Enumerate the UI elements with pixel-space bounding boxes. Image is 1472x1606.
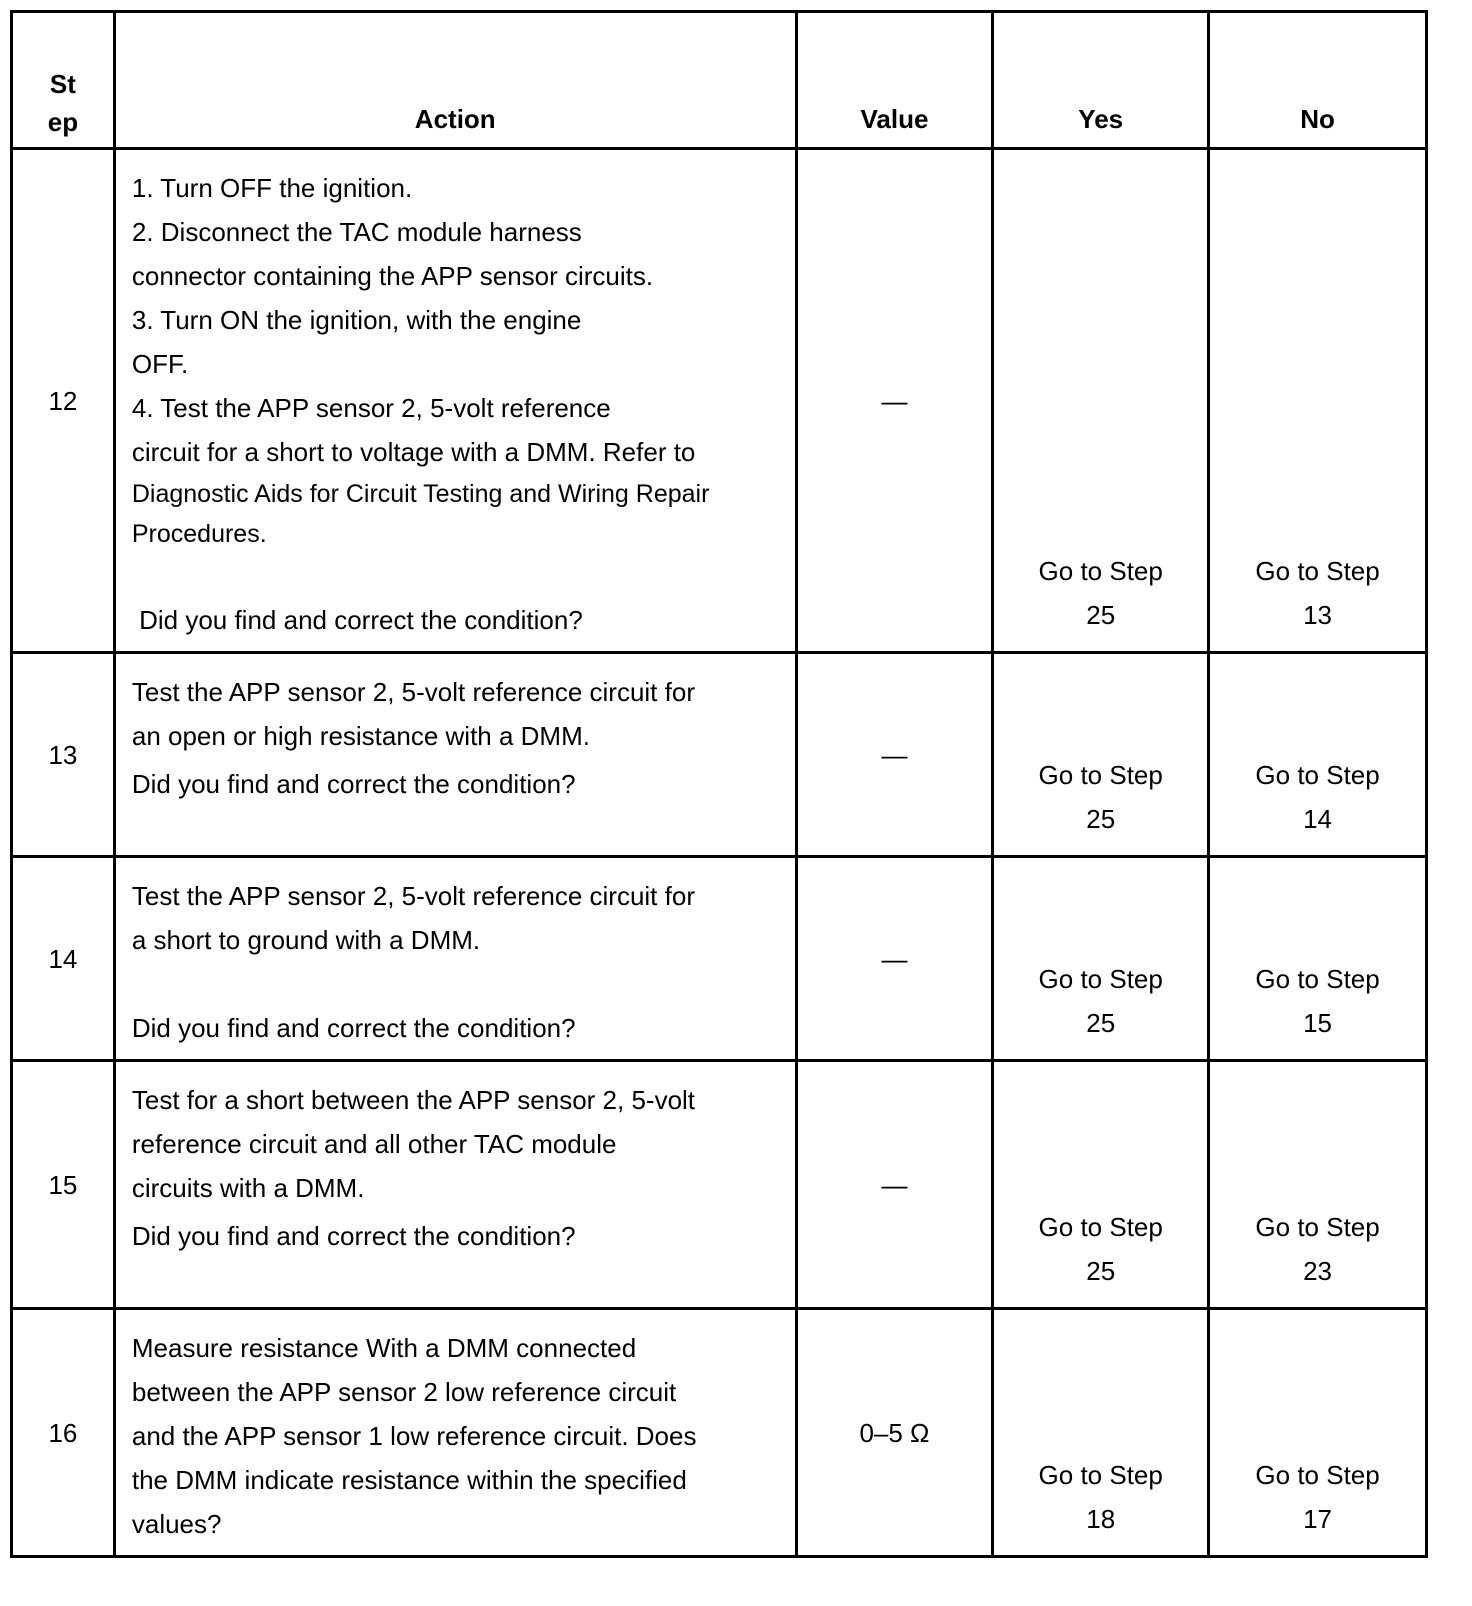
table-row-step-13 [12,653,1427,857]
action-line: reference circuit and all other TAC module [131,1129,617,1159]
yes-goto-step: 25 [1086,1256,1116,1286]
header-row [12,12,1427,149]
action-line: the DMM indicate resistance within the specified [131,1465,687,1495]
value-cell: — [796,653,993,857]
action-line: circuits with a DMM. [131,1173,365,1203]
diagnostic-table [10,10,1428,1558]
yes-goto-text: Go to Step [1038,964,1163,994]
no-cell [1209,1309,1427,1557]
action-line: 2. Disconnect the TAC module harness [131,217,582,247]
action-line: an open or high resistance with a DMM. [131,721,590,751]
action-line: 1. Turn OFF the ignition. [131,173,413,203]
action-line: and the APP sensor 1 low reference circuit. Does [131,1421,697,1451]
no-goto-text: Go to Step [1255,760,1380,790]
yes-goto-text: Go to Step [1038,1460,1163,1490]
step-number: 16 [12,1309,115,1557]
step-number: 13 [12,653,115,857]
yes-cell [993,1309,1209,1557]
action-line: 4. Test the APP sensor 2, 5-volt reference [131,393,611,423]
action-line: OFF. [131,349,189,379]
action-question: Did you find and correct the condition? [131,769,576,799]
no-goto-step: 13 [1303,600,1333,630]
no-goto-step: 17 [1303,1504,1333,1534]
table-row-step-15 [12,1061,1427,1309]
action-line: a short to ground with a DMM. [131,925,481,955]
no-cell [1209,1061,1427,1309]
table-row-step-16 [12,1309,1427,1557]
yes-cell [993,653,1209,857]
action-question: Did you find and correct the condition? [131,605,583,635]
action-question: Did you find and correct the condition? [131,1221,576,1251]
action-line: Test for a short between the APP sensor 2, 5-volt [131,1085,696,1115]
action-header: Action [114,12,796,149]
action-line: Test the APP sensor 2, 5-volt reference circuit for [131,881,695,911]
yes-header: Yes [993,12,1209,149]
yes-goto-text: Go to Step [1038,1212,1163,1242]
step-header-line-2: ep [47,107,79,137]
yes-cell [993,1061,1209,1309]
no-cell [1209,149,1427,653]
action-line: Measure resistance With a DMM connected [131,1333,637,1363]
table-row-step-14 [12,857,1427,1061]
action-line: Procedures. [131,520,267,548]
no-goto-text: Go to Step [1255,1460,1380,1490]
yes-goto-step: 25 [1086,600,1116,630]
action-line: values? [131,1509,222,1539]
action-line: connector containing the APP sensor circuits. [131,261,654,291]
no-goto-step: 14 [1303,804,1333,834]
no-goto-text: Go to Step [1255,556,1380,586]
step-number: 14 [12,857,115,1061]
no-header: No [1209,12,1427,149]
table-row-step-12 [12,149,1427,653]
yes-goto-step: 25 [1086,804,1116,834]
action-question: Did you find and correct the condition? [131,1013,576,1043]
step-number: 12 [12,149,115,653]
yes-goto-text: Go to Step [1038,556,1163,586]
no-goto-step: 15 [1303,1008,1333,1038]
no-goto-text: Go to Step [1255,964,1380,994]
step-header-line-1: St [49,69,76,99]
action-cell [114,857,796,1061]
action-line: Test the APP sensor 2, 5-volt reference circuit for [131,677,695,707]
yes-cell [993,149,1209,653]
step-header [12,12,115,149]
value-header: Value [796,12,993,149]
no-cell [1209,653,1427,857]
action-cell [114,1309,796,1557]
value-cell: — [796,149,993,653]
action-line: between the APP sensor 2 low reference circuit [131,1377,677,1407]
yes-goto-step: 25 [1086,1008,1116,1038]
value-cell: 0–5 Ω [796,1309,993,1557]
diagnostic-table-container [10,10,1428,1558]
action-line: circuit for a short to voltage with a DMM. Refer to [131,437,696,467]
yes-goto-step: 18 [1086,1504,1116,1534]
step-number: 15 [12,1061,115,1309]
action-line: Diagnostic Aids for Circuit Testing and Wiring Repair [131,480,710,508]
value-cell: — [796,1061,993,1309]
yes-cell [993,857,1209,1061]
action-cell [114,653,796,857]
action-line: 3. Turn ON the ignition, with the engine [131,305,582,335]
action-cell [114,1061,796,1309]
no-goto-text: Go to Step [1255,1212,1380,1242]
no-goto-step: 23 [1303,1256,1333,1286]
value-cell: — [796,857,993,1061]
action-cell [114,149,796,653]
no-cell [1209,857,1427,1061]
yes-goto-text: Go to Step [1038,760,1163,790]
